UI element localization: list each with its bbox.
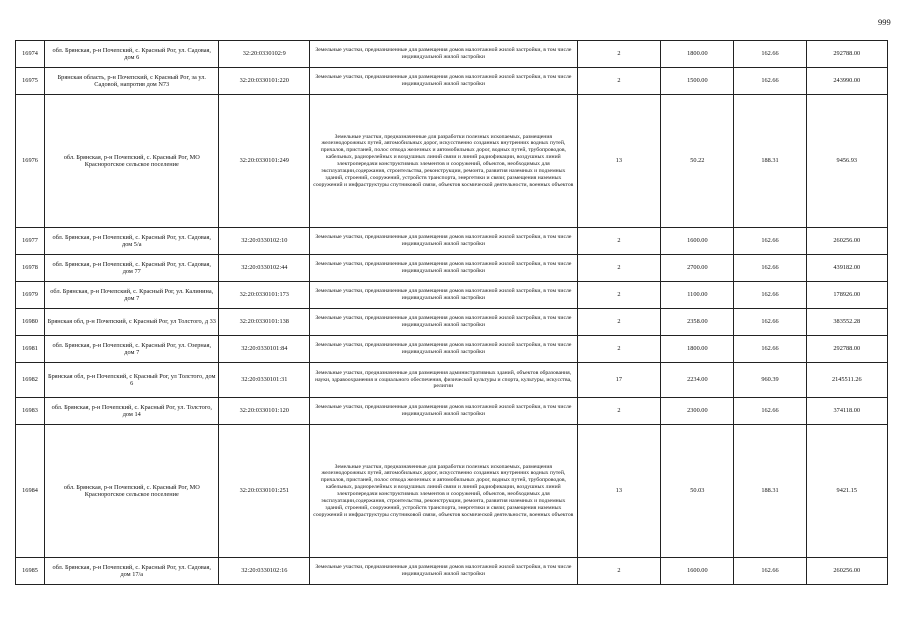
specific-value-cell: 960.39: [734, 363, 806, 398]
specific-value-cell: 162.66: [734, 282, 806, 309]
row-number: 16984: [16, 425, 45, 558]
cadastral-number-cell: 32:20:0330101:120: [219, 398, 310, 425]
area-cell: 2358.00: [661, 309, 734, 336]
row-number: 16975: [16, 68, 45, 95]
specific-value-cell: 162.66: [734, 336, 806, 363]
address-cell: обл. Брянская, р-н Почепский, с. Красный Рог, ул. Садовая, дом 77: [45, 255, 219, 282]
address-cell: обл. Брянская, р-н Почепский, с. Красный Рог, ул. Садовая, дом 5/а: [45, 228, 219, 255]
cadastral-number-cell: 32:20:0330101:173: [219, 282, 310, 309]
table-row: [16, 398, 888, 425]
specific-value-cell: 162.66: [734, 68, 806, 95]
address-cell: обл. Брянская, р-н Почепский, с. Красный Рог, ул. Садовая, дом 6: [45, 41, 219, 68]
land-use-cell: Земельные участки, предназначенные для размещения административных зданий, объектов образования, науки, здравоохранения и социального обеспечения, физической культуры и спорта, культуры, искусства, религии: [310, 363, 577, 398]
cadastral-value-cell: 178926.00: [806, 282, 887, 309]
group-cell: 2: [577, 336, 661, 363]
group-cell: 2: [577, 68, 661, 95]
address-cell: Брянская обл, р-н Почепский, с Красный Рог, ул Толстого, дом 6: [45, 363, 219, 398]
specific-value-cell: 162.66: [734, 558, 806, 585]
cadastral-number-cell: 32:20:0330101:220: [219, 68, 310, 95]
row-number: 16979: [16, 282, 45, 309]
cadastral-number-cell: 32:20:0330101:249: [219, 95, 310, 228]
land-use-cell: Земельные участки, предназначенные для размещения домов малоэтажной жилой застройки, в том числе индивидуальной жилой застройки: [310, 398, 577, 425]
specific-value-cell: 188.31: [734, 425, 806, 558]
cadastral-number-cell: 32:20:0330101:138: [219, 309, 310, 336]
land-use-cell: Земельные участки, предназначенные для разработки полезных ископаемых, размещения железнодорожных путей, автомобильных дорог, искусственно созданных внутренних водных путей, причалов, пристаней, полос отвода железных и автомобильных дорог, водных путей, трубопроводов, кабельных, радиорелейных и воздушных линий связи и линий радиофикации, воздушных линий электропередачи конструктивных элементов и сооружений, объектов, необходимых для эксплуатации,содержания, строительства, реконструкции, ремонта, развития наземных и подземных зданий, строений, сооружений, устройств транспорта, энергетики и связи; размещения наземных сооружений и инфраструктуры спутниковой связи, объектов космической деятельности, военных объектов: [310, 95, 577, 228]
cadastral-value-table: [15, 40, 888, 585]
group-cell: 13: [577, 95, 661, 228]
land-use-cell: Земельные участки, предназначенные для разработки полезных ископаемых, размещения железнодорожных путей, автомобильных дорог, искусственно созданных внутренних водных путей, причалов, пристаней, полос отвода железных и автомобильных дорог, водных путей, трубопроводов, кабельных, радиорелейных и воздушных линий связи и линий радиофикации, воздушных линий электропередачи конструктивных элементов и сооружений, объектов, необходимых для эксплуатации,содержания, строительства, реконструкции, ремонта, развития наземных и подземных зданий, строений, сооружений, устройств транспорта, энергетики и связи; размещения наземных сооружений и инфраструктуры спутниковой связи, объектов космической деятельности, военных объектов: [310, 425, 577, 558]
cadastral-value-cell: 292788.00: [806, 336, 887, 363]
group-cell: 2: [577, 41, 661, 68]
specific-value-cell: 162.66: [734, 398, 806, 425]
table-row: [16, 228, 888, 255]
area-cell: 50.22: [661, 95, 734, 228]
table-row: [16, 68, 888, 95]
area-cell: 1600.00: [661, 228, 734, 255]
table-row: [16, 336, 888, 363]
area-cell: 2234.00: [661, 363, 734, 398]
land-use-cell: Земельные участки, предназначенные для размещения домов малоэтажной жилой застройки, в том числе индивидуальной жилой застройки: [310, 228, 577, 255]
row-number: 16985: [16, 558, 45, 585]
row-number: 16980: [16, 309, 45, 336]
land-use-cell: Земельные участки, предназначенные для размещения домов малоэтажной жилой застройки, в том числе индивидуальной жилой застройки: [310, 68, 577, 95]
address-cell: Брянская обл, р-н Почепский, с Красный Рог, ул Толстого, д 33: [45, 309, 219, 336]
address-cell: обл. Брянская, р-н Почепский, с. Красный Рог, МО Краснорогское сельское поселение: [45, 95, 219, 228]
area-cell: 1100.00: [661, 282, 734, 309]
row-number: 16976: [16, 95, 45, 228]
table-row: [16, 282, 888, 309]
specific-value-cell: 162.66: [734, 41, 806, 68]
cadastral-value-cell: 243990.00: [806, 68, 887, 95]
address-cell: обл. Брянская, р-н Почепский, с. Красный Рог, ул. Озерная, дом 7: [45, 336, 219, 363]
land-use-cell: Земельные участки, предназначенные для размещения домов малоэтажной жилой застройки, в том числе индивидуальной жилой застройки: [310, 255, 577, 282]
page-number: 999: [878, 17, 891, 27]
row-number: 16977: [16, 228, 45, 255]
area-cell: 2300.00: [661, 398, 734, 425]
area-cell: 2700.00: [661, 255, 734, 282]
table-row: [16, 363, 888, 398]
land-use-cell: Земельные участки, предназначенные для размещения домов малоэтажной жилой застройки, в том числе индивидуальной жилой застройки: [310, 41, 577, 68]
area-cell: 1800.00: [661, 336, 734, 363]
cadastral-value-cell: 292788.00: [806, 41, 887, 68]
specific-value-cell: 162.66: [734, 309, 806, 336]
cadastral-number-cell: 32:20:0330102:44: [219, 255, 310, 282]
table-row: [16, 255, 888, 282]
group-cell: 2: [577, 228, 661, 255]
specific-value-cell: 188.31: [734, 95, 806, 228]
specific-value-cell: 162.66: [734, 228, 806, 255]
cadastral-value-cell: 9421.15: [806, 425, 887, 558]
cadastral-number-cell: 32:20:0330101:84: [219, 336, 310, 363]
table-row: [16, 558, 888, 585]
group-cell: 2: [577, 255, 661, 282]
group-cell: 2: [577, 309, 661, 336]
row-number: 16978: [16, 255, 45, 282]
group-cell: 13: [577, 425, 661, 558]
area-cell: 1800.00: [661, 41, 734, 68]
table-row: [16, 425, 888, 558]
cadastral-number-cell: 32:20:0330102:16: [219, 558, 310, 585]
cadastral-number-cell: 32:20:0330102:10: [219, 228, 310, 255]
group-cell: 2: [577, 558, 661, 585]
table-row: [16, 95, 888, 228]
area-cell: 1600.00: [661, 558, 734, 585]
address-cell: обл. Брянская, р-н Почепский, с. Красный Рог, ул. Калинина, дом 7: [45, 282, 219, 309]
group-cell: 2: [577, 398, 661, 425]
row-number: 16983: [16, 398, 45, 425]
row-number: 16974: [16, 41, 45, 68]
group-cell: 2: [577, 282, 661, 309]
cadastral-value-cell: 383552.28: [806, 309, 887, 336]
area-cell: 1500.00: [661, 68, 734, 95]
land-use-cell: Земельные участки, предназначенные для размещения домов малоэтажной жилой застройки, в том числе индивидуальной жилой застройки: [310, 336, 577, 363]
table-row: [16, 309, 888, 336]
land-use-cell: Земельные участки, предназначенные для размещения домов малоэтажной жилой застройки, в том числе индивидуальной жилой застройки: [310, 282, 577, 309]
cadastral-value-cell: 260256.00: [806, 228, 887, 255]
group-cell: 17: [577, 363, 661, 398]
address-cell: обл. Брянская, р-н Почепский, с. Красный Рог, МО Краснорогское сельское поселение: [45, 425, 219, 558]
address-cell: Брянская область, р-н Почепский, с Красный Рог, за ул. Садовой, напротив дом N73: [45, 68, 219, 95]
land-use-cell: Земельные участки, предназначенные для размещения домов малоэтажной жилой застройки, в том числе индивидуальной жилой застройки: [310, 309, 577, 336]
cadastral-value-cell: 439182.00: [806, 255, 887, 282]
cadastral-value-cell: 374118.00: [806, 398, 887, 425]
row-number: 16982: [16, 363, 45, 398]
cadastral-value-cell: 9456.93: [806, 95, 887, 228]
area-cell: 50.03: [661, 425, 734, 558]
row-number: 16981: [16, 336, 45, 363]
land-use-cell: Земельные участки, предназначенные для размещения домов малоэтажной жилой застройки, в том числе индивидуальной жилой застройки: [310, 558, 577, 585]
specific-value-cell: 162.66: [734, 255, 806, 282]
cadastral-value-cell: 2145511.26: [806, 363, 887, 398]
table-row: [16, 41, 888, 68]
cadastral-number-cell: 32:20:0330101:251: [219, 425, 310, 558]
cadastral-number-cell: 32:20:0330102:9: [219, 41, 310, 68]
address-cell: обл. Брянская, р-н Почепский, с. Красный Рог, ул. Толстого, дом 14: [45, 398, 219, 425]
cadastral-value-cell: 260256.00: [806, 558, 887, 585]
cadastral-number-cell: 32:20:0330101:31: [219, 363, 310, 398]
address-cell: обл. Брянская, р-н Почепский, с. Красный Рог, ул. Садовая, дом 17/а: [45, 558, 219, 585]
